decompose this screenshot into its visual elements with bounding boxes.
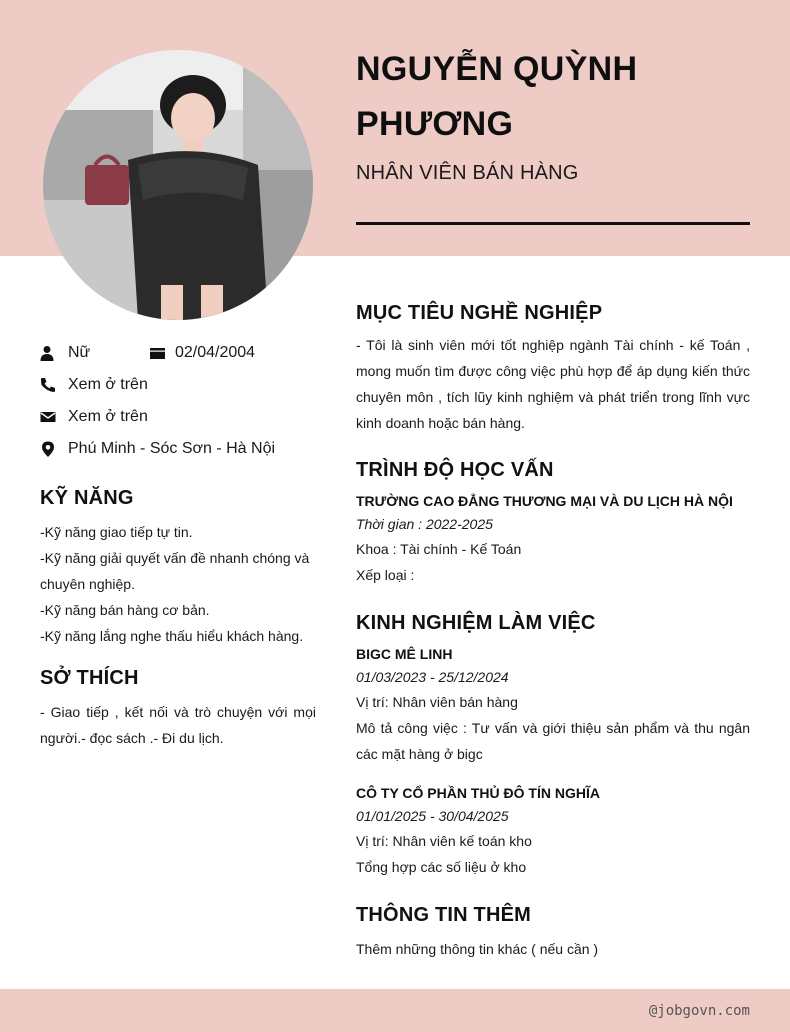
birthday-row (150, 341, 255, 365)
objective-title: MỤC TIÊU NGHỀ NGHIỆP (356, 302, 603, 324)
birthday-value: 02/04/2004 (175, 344, 256, 361)
education-period: Thời gian : 2022-2025 (356, 516, 493, 532)
full-name (356, 42, 756, 152)
job-period: 01/03/2023 - 25/12/2024 (356, 669, 509, 685)
hobbies-text: - Giao tiếp , kết nối và trò chuyện với mọi người.- đọc sách .- Đi du lịch. (40, 704, 316, 746)
name-line-1: NGUYỄN QUỲNH (356, 50, 638, 88)
profile-photo (43, 50, 313, 320)
education-faculty: Khoa : Tài chính - Kế Toán (356, 541, 522, 557)
extra-text: Thêm những thông tin khác ( nếu cần ) (356, 941, 599, 957)
phone-value: Xem ở trên (68, 376, 148, 393)
footer-brand: @jobgovn.com (648, 1003, 750, 1019)
skill-item: -Kỹ năng giao tiếp tự tin. (40, 524, 193, 540)
job-position: Vị trí: Nhân viên kế toán kho (356, 833, 532, 849)
person-icon (40, 345, 56, 361)
phone-row (40, 373, 148, 397)
address-row (40, 437, 275, 461)
job-title: NHÂN VIÊN BÁN HÀNG (356, 162, 579, 184)
extra-title: THÔNG TIN THÊM (356, 904, 532, 926)
email-row (40, 405, 148, 429)
skill-item: -Kỹ năng lắng nghe thấu hiểu khách hàng. (40, 628, 304, 644)
job-description: Tổng hợp các số liệu ở kho (356, 859, 527, 875)
skills-title: KỸ NĂNG (40, 487, 134, 509)
skill-item: -Kỹ năng bán hàng cơ bản. (40, 602, 210, 618)
mail-icon (40, 409, 56, 425)
address-value: Phú Minh - Sóc Sơn - Hà Nội (68, 440, 276, 457)
email-value: Xem ở trên (68, 408, 148, 425)
gender-row (40, 341, 90, 365)
school-name: TRƯỜNG CAO ĐẲNG THƯƠNG MẠI VÀ DU LỊCH HÀ NỘI (356, 493, 733, 509)
skills-list (40, 519, 316, 649)
job-description: Mô tả công việc : Tư vấn và giới thiệu sản phẩm và thu ngân các mặt hàng ở bigc (356, 720, 750, 762)
experience-title: KINH NGHIỆM LÀM VIỆC (356, 612, 596, 634)
education-title: TRÌNH ĐỘ HỌC VẤN (356, 459, 554, 481)
calendar-icon (150, 345, 166, 361)
job-entry (356, 643, 750, 767)
name-line-2: PHƯƠNG (356, 105, 514, 143)
job-period: 01/01/2025 - 30/04/2025 (356, 808, 509, 824)
education-block (356, 490, 750, 588)
education-rank: Xếp loại : (356, 567, 415, 583)
skill-item: -Kỹ năng giải quyết vấn đề nhanh chóng và chuyên nghiệp. (40, 550, 310, 592)
title-divider (356, 222, 750, 225)
hobbies-title: SỞ THÍCH (40, 667, 139, 689)
avatar (43, 50, 313, 320)
company-name: BIGC MÊ LINH (356, 646, 453, 662)
job-position: Vị trí: Nhân viên bán hàng (356, 694, 518, 710)
job-entry (356, 782, 750, 880)
objective-text: - Tôi là sinh viên mới tốt nghiệp ngành Tài chính - kế Toán , mong muốn tìm được công việc phù hợp để áp dụng kiến thức chuyên môn , tích lũy kinh nghiệm và phát triển trong lĩnh vực kinh doanh hoặc bán hàng. (356, 337, 750, 431)
phone-icon (40, 377, 56, 393)
location-pin-icon (40, 441, 56, 457)
company-name: CÔ TY CỔ PHẦN THỦ ĐÔ TÍN NGHĨA (356, 785, 600, 801)
gender-value: Nữ (68, 344, 91, 361)
